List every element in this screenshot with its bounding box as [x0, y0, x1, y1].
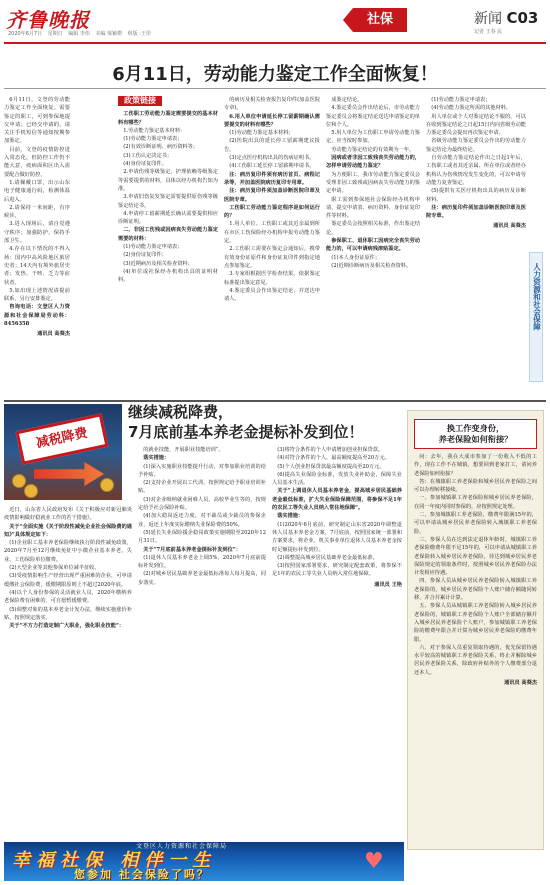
masthead-rule — [4, 42, 546, 44]
subhead: 落实措施： — [143, 455, 170, 462]
heart-icon: ♥ — [364, 849, 384, 874]
note: 注：病历复印件须加盖诊断医院印章及医院专章。 — [426, 204, 526, 220]
paragraph: 5.用人单位为工伤职工申请劳动能力鉴定，应当按时参加。 — [326, 130, 420, 145]
paragraph: 近日，山东省人民政府发布《关于积极应对新冠肺炎疫情影响做好稳就业工作的若干措施》。 — [4, 507, 132, 522]
paragraph: (5)个人创业担保贷款最高额度提高至20万元。 — [277, 463, 385, 470]
coin-icon — [12, 474, 26, 488]
paragraph: 6月11日，文登的劳动能力鉴定工作全面恢复。需要鉴定的职工，可到参保地提交申请；已经交申请的，请关注手机短信等通知按期参加鉴定。 — [4, 97, 70, 145]
paragraph: 五、参保人员从城镇职工养老保险转入城乡居民养老保险的，城镇职工养老保险个人账户全部储存额并入城乡居民养老保险个人账户，参加城镇职工养老保险的缴费年限合并计算为城乡居民养老保险的缴费年限。 — [414, 603, 537, 643]
paragraph: 3.申请旧伤复发鉴定需要提供原伤残等级鉴定结论书。 — [118, 194, 218, 209]
paragraph: 4.存在以下情况的不得入场：国内中高风险地区旅居史者；14天内有境外旅居史者；发热、干咳、乏力等症状者。 — [4, 246, 70, 286]
paragraph: (3)按照国家部署要求，研究制定配套政策，将参保不足1年的农民工等失业人员纳入常住地保障。 — [272, 563, 402, 578]
banner-question: 您参加 社会保险了吗？ — [74, 868, 210, 881]
layout-credit: 组版 :王彤 — [127, 31, 151, 37]
paragraph: 2.工伤职工需要在鉴定会通知后，携带有效身份证原件和身份证复印件到指定地点参加鉴定。 — [224, 246, 320, 269]
paragraph: (3)工伤认定决定书； — [123, 152, 173, 159]
page-name: 新闻 — [474, 11, 502, 27]
page-label — [474, 8, 538, 30]
article2-col1 — [4, 506, 132, 840]
note: 注：病历复印件须有病历首页、病程记录等，并加盖医院病历复印专用章。 — [224, 171, 320, 186]
contact-info: 咨询电话：文登区人力资源和社会保障局劳动科：8456358 — [4, 304, 70, 328]
paragraph: (3)定点医疗机构出具的伤病证明书。 — [229, 155, 315, 162]
article1-col1 — [4, 96, 70, 396]
paragraph: 四、参保人员从城乡居民养老保险转入城镇职工养老保险的，城乡居民养老保险个人账户储存额随同转移，并合并累计计算。 — [414, 578, 537, 602]
byline: 通讯员 高葵杰 — [504, 680, 537, 687]
paragraph: 六、对于参保人员重复领取待遇的，优先保留待遇水平较高的城镇职工养老保险关系，终止并解除城乡居民养老保险关系，除政府补贴外的个人缴费部分退还本人。 — [414, 644, 537, 676]
qa-body — [408, 453, 543, 687]
paragraph: 1.劳动能力鉴定基本材料： — [123, 127, 186, 134]
paragraph: (4)单位或社保经办机构出具的证明材料。 — [118, 268, 218, 284]
byline: 通讯员 高葵杰 — [493, 223, 526, 230]
paragraph: (2)对城乡居民基础养老金最低标准每人每月提高，同步落实。 — [138, 571, 266, 586]
paragraph: (5)调整对象的基本养老金计发办法，继续实施涨价补贴，按照规定落实。 — [4, 606, 132, 621]
article1-col5 — [426, 96, 526, 396]
paragraph: (4)以个人身份参保的灵活就业人员，2020年缴纳养老保险费有困难的，可自愿暂缓缴费。 — [4, 589, 132, 605]
paragraph: (4)身份证复印件。 — [123, 161, 167, 168]
headline-line2: 7月底前基本养老金提标补发到位！ — [128, 423, 364, 441]
paragraph: 一、参加城镇职工养老保险和城乡居民养老保险，在同一年度内同时参保的，应按照规定处理。 — [414, 495, 537, 510]
reporter-line: 记者 王春 民 — [474, 29, 503, 35]
issue-date: 2020年6月7日 — [8, 31, 43, 37]
paragraph: (1)劳动能力鉴定申请表； — [123, 136, 183, 143]
paragraph: 3.进入现场后，请自觉遵守秩序；加强防护，保持手部卫生。 — [4, 221, 70, 245]
article1-headline: 6月11日，劳动能力鉴定工作全面恢复！ — [112, 64, 438, 85]
question: 工伤职工劳动能力鉴定需要提交的基本材料有哪些？ — [118, 111, 218, 126]
banner-org: 文登区人力资源和社会保障局 — [136, 843, 228, 850]
down-arrow-icon — [34, 462, 104, 486]
paragraph: (2)近期诊断病历及相关检查资料。 — [331, 262, 412, 269]
qa-box — [407, 410, 544, 850]
article1-col4 — [326, 96, 420, 396]
banner-slogan: 幸福社保 相伴一生 — [12, 850, 217, 871]
side-band-label: 人力资源和社会保障 — [532, 263, 542, 331]
policy-link-tag: 政策链接 — [118, 96, 162, 106]
paragraph: (1)2020年6月底前，研究制定山东省2020年调整退休人员基本养老金方案，7月底前，按照国家统一部署和方案要求，将企业、机关事业单位退休人员基本养老金按时足额提标补发到位。 — [272, 521, 402, 553]
article2-col2 — [138, 446, 266, 840]
subhead: 关于“全面实施《关于阶段性减免企业社会保险费的通知》”具体规定如下： — [4, 523, 132, 538]
question: 因病或者非因工致残丧失劳动能力的，怎样申请劳动能力鉴定？ — [326, 155, 420, 170]
paragraph: (2)医院出具的延长停工留薪期建议报告。 — [224, 138, 320, 153]
paragraph: 为方便职工，我市劳动能力鉴定委员会受理非因工致残或因病丧失劳动能力的鉴定申请。 — [326, 171, 420, 195]
paragraph: 的病历及相关检查报告复印件(加盖医院专章)。 — [224, 97, 320, 112]
paragraph: 二、参加城镇职工养老保险，缴费年限满15年的，可以申请从城乡居民养老保险转入城镇职工养老保险。 — [414, 512, 537, 535]
section-badge: 社保 — [353, 8, 407, 32]
paragraph: (1)劳动能力鉴定基本材料； — [229, 130, 294, 137]
paragraph: 目前，文登的疫情防控进入常态化，但防控工作仍不能大意，疫病面积区出入需要配合做好防控。 — [4, 146, 70, 178]
paragraph: (1)本人身份证原件； — [331, 254, 381, 261]
paragraph: (3)近期病历及相关检查资料； — [123, 260, 193, 267]
paragraph: 4.鉴定委员会作出结论后，市劳动能力鉴定委员会将鉴定结论送达申请鉴定的单位和个人。 — [326, 105, 420, 128]
paragraph: 鉴定委员会按照相关标准，作出鉴定结论。 — [326, 221, 420, 236]
headline-line1: 继续减税降费， — [128, 403, 234, 421]
article1-col3 — [224, 96, 320, 396]
paragraph: (6)提高失业保险金标准，发放失业补助金，保障失业人员基本生活。 — [272, 471, 402, 487]
article2-headline — [128, 402, 408, 442]
paragraph: (2)有效诊断证明、病历资料等； — [123, 144, 198, 151]
paragraph: (1)劳动能力鉴定申请表； — [431, 97, 491, 103]
paragraph: (4)工伤职工延长停工留薪期申请书。 — [229, 163, 315, 170]
paragraph: 省级劳动能力鉴定委员会作出的劳动能力鉴定结论为最终结论。 — [426, 138, 526, 153]
paragraph: 劳动能力鉴定结论的有效期为一年。 — [331, 146, 415, 153]
qa-title — [414, 419, 537, 449]
subhead: 关于“上调退休人员基本养老金，提高城乡居民基础养老金最低标准，扩大失业保险保障范围，将参保不足1年的农民工等失业人员纳入常住地保障”。 — [272, 488, 402, 512]
paragraph: (3)对企业吸纳就业困难人员、高校毕业生等的，按规定给予社会保险补贴。 — [138, 496, 266, 512]
paragraph: (5)延长失业保险援企稳岗政策实施期限至2020年12月31日。 — [138, 529, 266, 545]
byline: 通讯员 王艳 — [374, 581, 402, 588]
issue-weekday: 星期日 — [47, 31, 63, 37]
tax-cut-illustration — [4, 404, 122, 500]
paragraph: 4.鉴定委员会作出鉴定结论，并送达申请人。 — [224, 287, 320, 303]
paragraph: 成鉴定结论。 — [331, 97, 363, 103]
paragraph: 4.申请停工留薪期延长确认需要提供相应诊断证明。 — [118, 210, 218, 226]
subhead: 落实措施： — [277, 513, 304, 520]
paragraph: 职工需到参保地社会保险经办机构申请，提交申请表、病历资料、身份证复印件等材料。 — [326, 196, 420, 220]
paragraph: (4)对符合条件的个人，最高额度提高至20万元。 — [277, 455, 390, 462]
newspaper-logo: 齐鲁晚报 — [6, 8, 90, 32]
social-security-banner — [4, 842, 404, 881]
designer-credit: 美编 梁颖橙 — [95, 31, 123, 37]
paragraph: (2)调整提高城乡居民基础养老金最低标准。 — [277, 554, 378, 561]
question: 二、非因工伤残或因病丧失劳动能力鉴定需要的材料： — [118, 227, 218, 242]
subhead: 关于“不方力打造定制广大职业，强化职业技能”： — [9, 623, 125, 630]
editor-credit: 编辑 李伟 — [68, 31, 90, 37]
paragraph: 5.如出现上述情况请提前联系，另行安排鉴定。 — [4, 287, 70, 303]
coin-icon — [100, 478, 114, 492]
paragraph: (1)企业职工基本养老保险继续执行阶段性减免政策，2020年7月至12月继续免征中小微企业基本养老、失业、工伤保险单位缴费。 — [4, 540, 132, 563]
qa-title-line1: 换工作变身份， — [446, 423, 505, 433]
paragraph: 问：去年，我在大成市参加了一份收入不低的工作，现在工作不在城镇，想要回到老家打工，请问养老保险如何衔接？ — [414, 454, 537, 477]
paragraph: 1.用人单位、工伤职工或其近亲属到所在市区工伤保险经办机构申报劳动能力鉴定。 — [224, 221, 320, 245]
paragraph: 自劳动能力鉴定结论作出之日起1年后，工伤职工或者其近亲属、所在单位或者经办机构认为伤残情况发生变化的，可以申请劳动能力复查鉴定。 — [426, 155, 526, 186]
paragraph: (2)支持企业开展以工代训，按照规定给予职业培训补贴。 — [138, 480, 266, 495]
question: 6.用人单位申请延长停工留薪期确认需要提交的材料有哪些？ — [224, 113, 320, 128]
paragraph: (1)退休人员基本养老金上调5%，2020年7月底前提标补发到位。 — [138, 554, 266, 570]
paragraph: (3)将符合条件的个人申请增加创业担保贷款。 — [277, 447, 384, 453]
paragraph: (2)大型企业等其他参保单位减半征收。 — [9, 565, 100, 572]
paragraph: (4)加大稳岗返还力度，对不裁员或少裁员的参保企业，返还上年度实际缴纳失业保险费的50%。 — [138, 513, 266, 528]
paragraph: 用人单位或个人对鉴定结论不服的，可以在收到鉴定结论之日起15日内向省级劳动能力鉴定委员会提出再次鉴定申请。 — [426, 113, 526, 137]
paragraph: 2.申请伤残等级鉴定、护理依赖等级鉴定等需要提供的材料，具体以经办机构告知为准。 — [118, 169, 218, 192]
article2-col3 — [272, 446, 402, 840]
paragraph: (5)提供有关医疗机构出具的病历及诊断材料。 — [426, 188, 526, 203]
side-band — [529, 252, 543, 382]
paragraph: (1)劳动能力鉴定申请表； — [123, 244, 183, 251]
paragraph: 2.请保持一米间距，有序候诊。 — [4, 204, 70, 220]
headline-divider — [4, 88, 546, 89]
coin-icon — [24, 484, 38, 498]
qa-title-line2: 养老保险如何衔接？ — [438, 434, 513, 444]
paragraph: (4)劳动能力鉴定所需的其他材料。 — [431, 105, 512, 112]
page-number: C03 — [506, 9, 539, 27]
paragraph: 三、参保人员在达到法定退休年龄时，城镇职工养老保险缴费年限不足15年的，可以申请从城镇职工养老保险转入城乡居民养老保险，待达到城乡居民养老保险规定的领取条件时，按照城乡居民养老保险办法计发相应待遇。 — [414, 536, 537, 577]
article1-col2 — [118, 96, 218, 396]
paragraph: 答：在城镇职工养老保险和城乡居民养老保险之间可以办理转移接续。 — [414, 478, 537, 494]
paragraph: 1.请佩戴口罩，出示山东电子健康通行码，检测体温后进入。 — [4, 179, 70, 203]
question: 参保职工、退休职工因病完全丧失劳动能力的，可以申请病残津贴鉴定。 — [326, 238, 420, 253]
masthead-meta — [8, 31, 155, 38]
paragraph: 3.专家组根据医学检查结果，依据鉴定标准提出鉴定意见。 — [224, 271, 320, 286]
paragraph: 的就业技能，开展职业技能培训”。 — [143, 447, 224, 453]
byline: 通讯员 高葵杰 — [37, 331, 70, 338]
note: 注：病历复印件须加盖诊断医院印章及医院专章。 — [224, 188, 320, 203]
question: 工伤职工劳动能力鉴定程序是如何运行的？ — [224, 204, 320, 220]
masthead — [0, 0, 550, 44]
paragraph: (2)身份证复印件； — [123, 252, 167, 259]
paragraph: (3)受疫情影响生产经营出现严重困难的企业，可申请缓缴社会保险费，缓缴期限原则上不超过2020年底。 — [4, 573, 132, 588]
subhead: 关于“7月底前基本养老金提标补发到位”： — [143, 546, 241, 553]
paragraph: (1)深入实施职业技能提升行动，对参加职业培训的给予补贴。 — [138, 463, 266, 478]
tax-cut-stamp: 减税降费 — [15, 413, 108, 465]
